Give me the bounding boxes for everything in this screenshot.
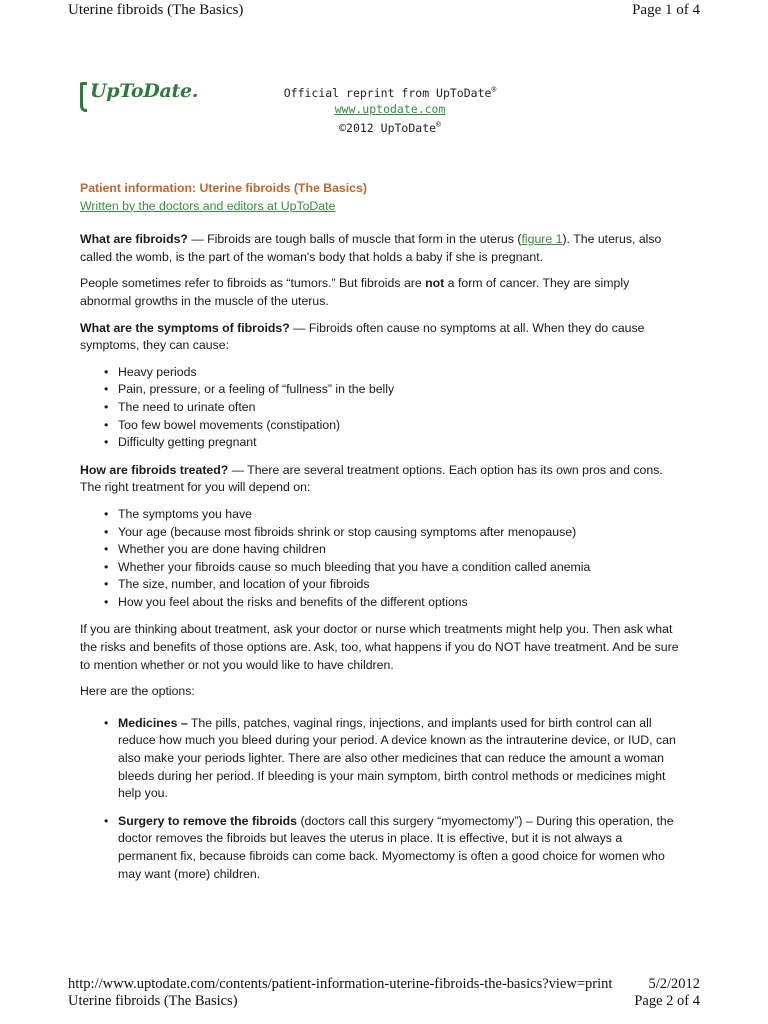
list-item: • The need to urinate often bbox=[104, 399, 680, 417]
list-item: • The size, number, and location of your fibroids bbox=[104, 576, 680, 594]
text-fragment: ). The uterus, also called the womb, is the part of the woman's body that holds a baby if she is pregnant. bbox=[80, 232, 662, 264]
text-fragment: — Fibroids often cause no symptoms at all. When they do cause symptoms, they can cause: bbox=[80, 320, 645, 353]
list-item: • Heavy periods bbox=[104, 364, 680, 382]
option-medicines-label: Medicines – bbox=[118, 715, 188, 730]
text-fragment: a form of cancer. They are simply abnormal growths in the muscle of the uterus. bbox=[80, 276, 630, 308]
option-surgery bbox=[104, 813, 680, 883]
option-medicines-text: The pills, patches, vaginal rings, injections, and implants used for birth control can all reduce how much you bleed during your period. A device known as the intrauterine device, or IUD, can also make your periods lighter. There are also other medicines that can reduce the amount a woman bleeds during her period. If bleeding is your main symptom, birth control methods or medicines might help you. bbox=[118, 715, 676, 801]
next-page-header-number: Page 2 of 4 bbox=[634, 993, 700, 1009]
heading-treatment: How are fibroids treated? bbox=[80, 462, 229, 477]
paragraph-tumors bbox=[80, 275, 680, 310]
reprint-notice bbox=[270, 82, 510, 136]
uptodate-logo bbox=[80, 78, 210, 118]
registered-mark-2: ® bbox=[436, 119, 441, 129]
list-item: • The symptoms you have bbox=[104, 506, 680, 524]
article-body bbox=[80, 180, 680, 893]
next-page-header-title: Uterine fibroids (The Basics) bbox=[68, 993, 238, 1009]
factors-list bbox=[80, 506, 680, 612]
bold-not: not bbox=[425, 276, 445, 291]
list-item: • Difficulty getting pregnant bbox=[104, 434, 680, 452]
list-item: • Your age (because most fibroids shrink or stop causing symptoms after menopause) bbox=[104, 524, 680, 542]
paragraph-options-intro: Here are the options: bbox=[80, 684, 195, 699]
list-item: • Too few bowel movements (constipation) bbox=[104, 417, 680, 435]
text-fragment: People sometimes refer to fibroids as “tumors.” But fibroids are bbox=[80, 276, 426, 291]
paragraph-symptoms bbox=[80, 320, 680, 355]
page-header-number: Page 1 of 4 bbox=[632, 2, 700, 18]
list-item: • Pain, pressure, or a feeling of “fullness” in the belly bbox=[104, 381, 680, 399]
options-list bbox=[80, 715, 680, 883]
symptoms-list bbox=[80, 364, 680, 452]
paragraph-what-are-fibroids bbox=[80, 231, 680, 266]
list-item: • Whether your fibroids cause so much bleeding that you have a condition called anemia bbox=[104, 559, 680, 577]
list-item: • Whether you are done having children bbox=[104, 541, 680, 559]
footer-date: 5/2/2012 bbox=[648, 976, 700, 992]
option-medicines bbox=[104, 715, 680, 803]
text-fragment: — Fibroids are tough balls of muscle that form in the uterus ( bbox=[187, 232, 522, 247]
reprint-line: Official reprint from UpToDate bbox=[283, 85, 492, 100]
page-header-title: Uterine fibroids (The Basics) bbox=[68, 2, 244, 18]
list-item: • How you feel about the risks and benefits of the different options bbox=[104, 594, 680, 612]
footer-url: http://www.uptodate.com/contents/patient-information-uterine-fibroids-the-basics?view=print bbox=[68, 976, 613, 992]
paragraph-thinking: If you are thinking about treatment, ask your doctor or nurse which treatments might help you. Then ask what the risks and benefits of those options are. Ask, too, what happens if you do NOT have treatment. And be sure to mention whether or not you would like to have children. bbox=[80, 622, 679, 672]
heading-what-are-fibroids: What are fibroids? bbox=[80, 232, 188, 247]
copyright-text: ©2012 UpToDate bbox=[339, 120, 437, 135]
paragraph-treatment bbox=[80, 462, 680, 497]
option-surgery-text: (doctors call this surgery “myomectomy”) – During this operation, the doctor removes the fibroids but leaves the uterus in place. It is effective, but it is not always a permanent fix, because fibroids can come back. Myomectomy is often a good choice for women who may want (more) children. bbox=[118, 813, 674, 881]
figure-1-link[interactable]: figure 1 bbox=[521, 232, 563, 247]
uptodate-url-link[interactable]: www.uptodate.com bbox=[334, 101, 446, 116]
article-title: Patient information: Uterine fibroids (The Basics) bbox=[80, 181, 367, 195]
article-author-link[interactable]: Written by the doctors and editors at UpToDate bbox=[80, 198, 336, 213]
heading-symptoms: What are the symptoms of fibroids? bbox=[80, 320, 290, 335]
logo-text: UpToDate. bbox=[90, 80, 199, 102]
text-fragment: — There are several treatment options. Each option has its own pros and cons. The right treatment for you will depend on: bbox=[80, 462, 663, 495]
option-surgery-label: Surgery to remove the fibroids bbox=[118, 813, 298, 828]
registered-mark: ® bbox=[491, 85, 497, 94]
logo-bracket-icon bbox=[80, 82, 87, 112]
